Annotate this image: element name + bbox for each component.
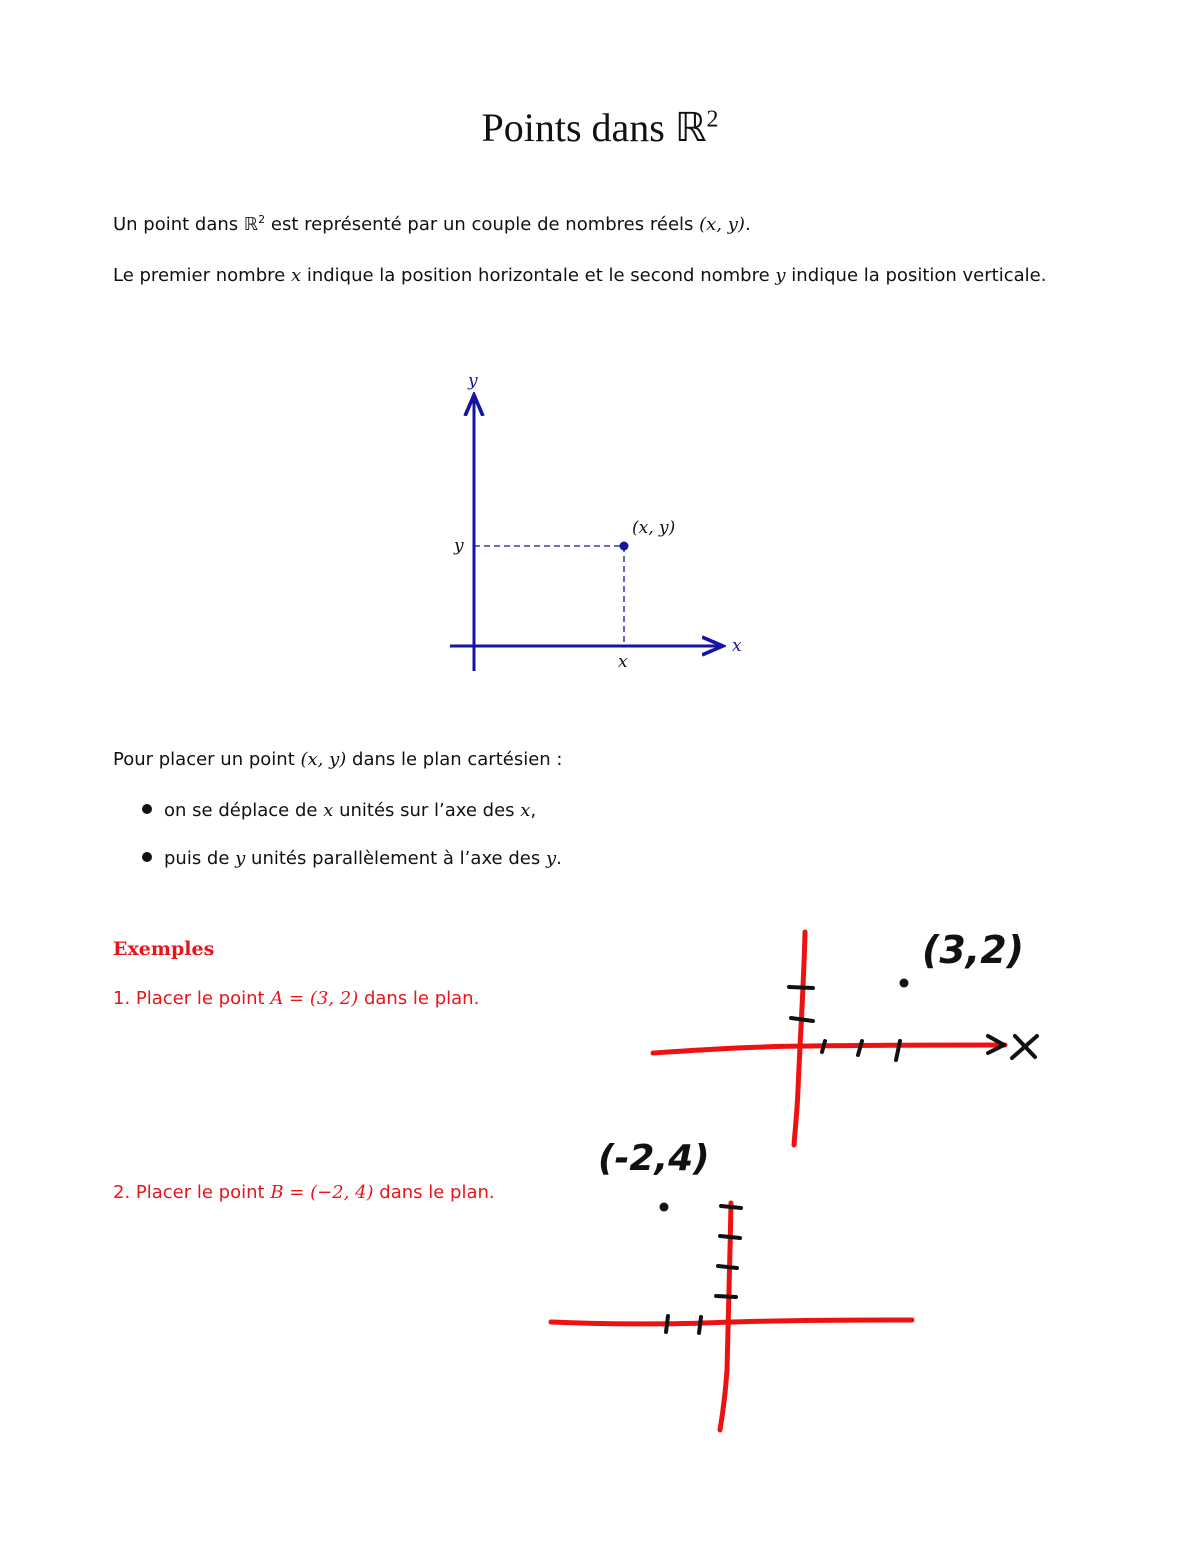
math-y: y <box>775 265 786 286</box>
hw-b-xtick-2 <box>699 1317 701 1333</box>
bullet-dot <box>142 852 152 862</box>
intro-text: indique la position horizontale et le second nombre <box>301 265 776 286</box>
bullet-item-1 <box>142 800 536 821</box>
cartesian-diagram <box>450 371 742 672</box>
example-text: 2. Placer le point <box>113 1182 271 1203</box>
placement-text: dans le plan cartésien : <box>346 749 563 770</box>
point-label: (x, y) <box>632 518 676 538</box>
example-1 <box>113 985 1089 1012</box>
handwritten-example-a <box>653 928 1037 1145</box>
placement-lead <box>113 746 1089 773</box>
math-x: x <box>290 265 302 286</box>
hw-a-x-letter <box>1012 1036 1037 1058</box>
hw-a-label: (3,2) <box>922 928 1025 972</box>
bullet-text: on se déplace de <box>164 800 324 821</box>
intro-text: Le premier nombre <box>113 265 291 286</box>
punctuation: . <box>744 214 751 235</box>
example-text: dans le plan. <box>373 1182 495 1203</box>
y-tick-label: y <box>454 536 464 556</box>
x-tick-label: x <box>618 652 628 672</box>
math-x: x <box>323 800 334 821</box>
punctuation: , <box>530 800 537 821</box>
bullet-dot <box>142 804 152 814</box>
math-x: x <box>520 800 531 821</box>
hw-b-xtick-1 <box>666 1316 668 1332</box>
intro-text: est représenté par un couple de nombres réels <box>265 214 700 235</box>
punctuation: . <box>556 848 562 869</box>
placement-text: Pour placer un point <box>113 749 301 770</box>
hw-b-ytick-1 <box>721 1206 741 1208</box>
point-xy <box>620 542 629 551</box>
title-blackboard-R: ℝ <box>674 105 707 150</box>
blackboard-R: ℝ <box>243 214 259 235</box>
math-couple: (x, y) <box>699 214 745 235</box>
hw-a-xtick-1 <box>822 1041 825 1052</box>
math-couple: (x, y) <box>300 749 347 770</box>
bullet-text: unités parallèlement à l’axe des <box>245 848 546 869</box>
title-text: Points dans <box>481 105 675 150</box>
math-y: y <box>235 848 246 869</box>
hw-b-x-axis <box>551 1320 912 1324</box>
example-text: 1. Placer le point <box>113 988 271 1009</box>
hw-b-ytick-2 <box>720 1236 740 1238</box>
intro-text: indique la position verticale. <box>785 265 1047 286</box>
math-point-b: B = (−2, 4) <box>270 1182 374 1203</box>
math-y: y <box>545 848 557 869</box>
bullet-text: unités sur l’axe des <box>333 800 521 821</box>
math-point-a: A = (3, 2) <box>270 988 359 1009</box>
example-2 <box>113 1179 1089 1206</box>
bullet-text: puis de <box>164 848 236 869</box>
example-text: dans le plan. <box>358 988 480 1009</box>
x-axis-label: x <box>732 636 742 656</box>
title-exponent: 2 <box>706 106 719 133</box>
hw-b-ytick-4 <box>716 1296 736 1297</box>
examples-heading: Exemples <box>113 938 215 960</box>
hw-b-ytick-3 <box>718 1266 737 1268</box>
hw-a-ytick-2 <box>791 1018 813 1021</box>
y-axis-label: y <box>468 371 478 391</box>
hw-b-label: (-2,4) <box>598 1138 710 1179</box>
exponent: 2 <box>258 213 266 226</box>
intro-text: Un point dans <box>113 214 244 235</box>
hw-a-x-axis <box>653 1045 1005 1053</box>
hw-a-y-axis <box>794 932 805 1145</box>
bullet-item-2 <box>142 848 562 869</box>
